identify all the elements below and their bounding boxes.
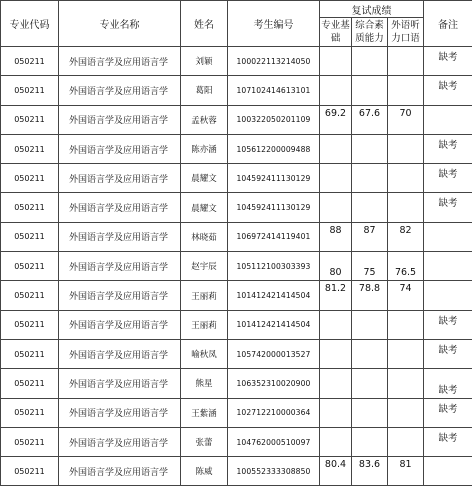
table-row: [1, 105, 472, 134]
header-note: 备注: [424, 1, 472, 47]
basic-score-cell: [320, 427, 352, 456]
quality-score-cell: [352, 76, 388, 105]
basic-score-cell: 80.4: [320, 457, 352, 486]
major-cell: 外国语言学及应用语言学: [59, 105, 181, 134]
name-cell: 孟秋蓉: [181, 105, 228, 134]
table-row: [1, 76, 472, 105]
code-cell: 050211: [1, 252, 59, 281]
quality-score-cell: [352, 310, 388, 339]
code-cell: 050211: [1, 222, 59, 251]
table-row: [1, 47, 472, 76]
name-cell: 晨耀文: [181, 193, 228, 222]
basic-score-cell: [320, 369, 352, 398]
name-cell: 葛阳: [181, 76, 228, 105]
table-row: [1, 134, 472, 163]
note-cell: [424, 457, 472, 486]
code-cell: 050211: [1, 339, 59, 368]
quality-score-cell: 67.6: [352, 105, 388, 134]
foreign-score-cell: 81: [388, 457, 424, 486]
quality-score-cell: 78.8: [352, 281, 388, 310]
exam-no-cell: 106352310020900: [228, 369, 320, 398]
major-cell: 外国语言学及应用语言学: [59, 281, 181, 310]
basic-score-cell: 88: [320, 222, 352, 251]
code-cell: 050211: [1, 164, 59, 193]
exam-no-cell: 101412421414504: [228, 310, 320, 339]
table-row: [1, 222, 472, 251]
major-cell: 外国语言学及应用语言学: [59, 76, 181, 105]
table-row: [1, 398, 472, 427]
quality-score-cell: [352, 134, 388, 163]
exam-no-cell: 100022113214050: [228, 47, 320, 76]
table-row: [1, 164, 472, 193]
exam-no-cell: 106972414119401: [228, 222, 320, 251]
foreign-score-cell: [388, 76, 424, 105]
major-cell: 外国语言学及应用语言学: [59, 310, 181, 339]
code-cell: 050211: [1, 369, 59, 398]
foreign-score-cell: 82: [388, 222, 424, 251]
foreign-score-cell: 70: [388, 105, 424, 134]
name-cell: 陈亦涵: [181, 134, 228, 163]
note-cell: 缺考: [424, 47, 472, 76]
major-cell: 外国语言学及应用语言学: [59, 457, 181, 486]
note-cell: [424, 281, 472, 310]
basic-score-cell: 80: [320, 252, 352, 281]
header-quality: 综合素质能力: [352, 18, 388, 47]
code-cell: 050211: [1, 310, 59, 339]
note-cell: 缺考: [424, 76, 472, 105]
table-row: [1, 252, 472, 281]
basic-score-cell: [320, 47, 352, 76]
basic-score-cell: [320, 76, 352, 105]
note-cell: 缺考: [424, 427, 472, 456]
major-cell: 外国语言学及应用语言学: [59, 398, 181, 427]
table-row: [1, 193, 472, 222]
header-retest: 复试成绩: [320, 1, 424, 18]
code-cell: 050211: [1, 193, 59, 222]
header-basic: 专业基础: [320, 18, 352, 47]
foreign-score-cell: 76.5: [388, 252, 424, 281]
exam-no-cell: 104762000510097: [228, 427, 320, 456]
name-cell: 王丽莉: [181, 281, 228, 310]
exam-no-cell: 100552333308850: [228, 457, 320, 486]
header-exam-no: 考生编号: [228, 1, 320, 47]
major-cell: 外国语言学及应用语言学: [59, 134, 181, 163]
quality-score-cell: [352, 369, 388, 398]
exam-no-cell: 104592411130129: [228, 164, 320, 193]
basic-score-cell: [320, 398, 352, 427]
note-cell: 缺考: [424, 164, 472, 193]
table-body: [1, 47, 472, 486]
header-foreign: 外语听力口语: [388, 18, 424, 47]
major-cell: 外国语言学及应用语言学: [59, 369, 181, 398]
major-cell: 外国语言学及应用语言学: [59, 427, 181, 456]
basic-score-cell: [320, 134, 352, 163]
code-cell: 050211: [1, 134, 59, 163]
exam-no-cell: 105112100303393: [228, 252, 320, 281]
major-cell: 外国语言学及应用语言学: [59, 47, 181, 76]
table-row: [1, 457, 472, 486]
name-cell: 熊星: [181, 369, 228, 398]
note-cell: [424, 222, 472, 251]
basic-score-cell: 81.2: [320, 281, 352, 310]
name-cell: 刘颖: [181, 47, 228, 76]
quality-score-cell: 83.6: [352, 457, 388, 486]
basic-score-cell: [320, 193, 352, 222]
table-row: [1, 369, 472, 398]
code-cell: 050211: [1, 281, 59, 310]
foreign-score-cell: [388, 398, 424, 427]
name-cell: 陈威: [181, 457, 228, 486]
table-row: [1, 310, 472, 339]
note-cell: 缺考: [424, 339, 472, 368]
code-cell: 050211: [1, 398, 59, 427]
foreign-score-cell: [388, 339, 424, 368]
quality-score-cell: [352, 339, 388, 368]
foreign-score-cell: [388, 427, 424, 456]
name-cell: 林晓茹: [181, 222, 228, 251]
foreign-score-cell: 74: [388, 281, 424, 310]
note-cell: 缺考: [424, 134, 472, 163]
quality-score-cell: [352, 193, 388, 222]
basic-score-cell: [320, 339, 352, 368]
quality-score-cell: [352, 427, 388, 456]
name-cell: 王紫涵: [181, 398, 228, 427]
basic-score-cell: [320, 164, 352, 193]
foreign-score-cell: [388, 193, 424, 222]
foreign-score-cell: [388, 164, 424, 193]
foreign-score-cell: [388, 310, 424, 339]
basic-score-cell: 69.2: [320, 105, 352, 134]
header-name: 姓名: [181, 1, 228, 47]
name-cell: 赵宇辰: [181, 252, 228, 281]
major-cell: 外国语言学及应用语言学: [59, 164, 181, 193]
major-cell: 外国语言学及应用语言学: [59, 193, 181, 222]
code-cell: 050211: [1, 105, 59, 134]
note-cell: [424, 105, 472, 134]
quality-score-cell: [352, 47, 388, 76]
foreign-score-cell: [388, 134, 424, 163]
major-cell: 外国语言学及应用语言学: [59, 222, 181, 251]
note-cell: 缺考: [424, 398, 472, 427]
foreign-score-cell: [388, 47, 424, 76]
table-row: [1, 281, 472, 310]
major-cell: 外国语言学及应用语言学: [59, 339, 181, 368]
name-cell: 晨耀文: [181, 164, 228, 193]
table-row: [1, 339, 472, 368]
header-major: 专业名称: [59, 1, 181, 47]
exam-no-cell: 105742000013527: [228, 339, 320, 368]
code-cell: 050211: [1, 76, 59, 105]
note-cell: 缺考: [424, 310, 472, 339]
major-cell: 外国语言学及应用语言学: [59, 252, 181, 281]
basic-score-cell: [320, 310, 352, 339]
note-cell: 缺考: [424, 193, 472, 222]
code-cell: 050211: [1, 47, 59, 76]
quality-score-cell: [352, 164, 388, 193]
exam-no-cell: 107102414613101: [228, 76, 320, 105]
name-cell: 张蕾: [181, 427, 228, 456]
exam-no-cell: 101412421414504: [228, 281, 320, 310]
exam-no-cell: 104592411130129: [228, 193, 320, 222]
header-code: 专业代码: [1, 1, 59, 47]
name-cell: 王丽莉: [181, 310, 228, 339]
name-cell: 喻秋凤: [181, 339, 228, 368]
exam-no-cell: 100322050201109: [228, 105, 320, 134]
exam-no-cell: 105612200009488: [228, 134, 320, 163]
quality-score-cell: 75: [352, 252, 388, 281]
code-cell: 050211: [1, 427, 59, 456]
exam-no-cell: 102712210000364: [228, 398, 320, 427]
note-cell: 缺考: [424, 369, 472, 398]
note-cell: [424, 252, 472, 281]
quality-score-cell: 87: [352, 222, 388, 251]
code-cell: 050211: [1, 457, 59, 486]
quality-score-cell: [352, 398, 388, 427]
table-row: [1, 427, 472, 456]
foreign-score-cell: [388, 369, 424, 398]
